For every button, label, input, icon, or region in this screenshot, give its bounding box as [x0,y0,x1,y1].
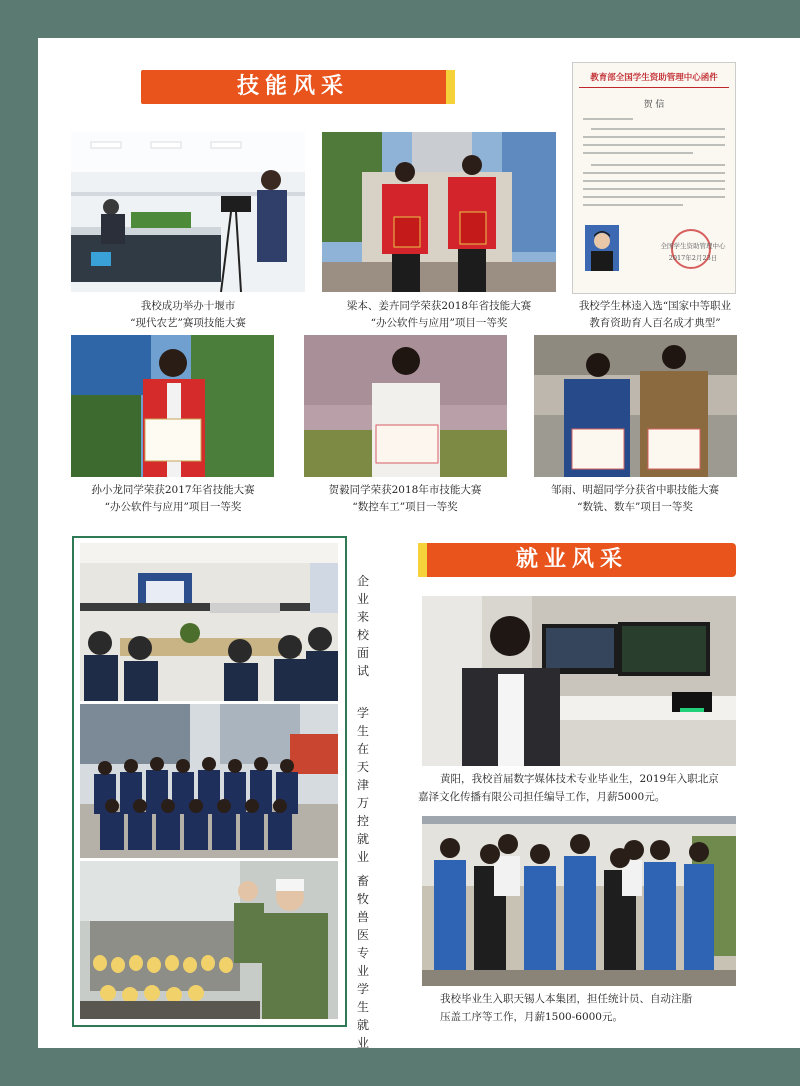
caption-line: 邹雨、明超同学分获省中职技能大赛 [551,484,719,496]
caption-line: 嘉泽文化传播有限公司担任编导工作，月薪5000元。 [418,791,666,803]
caption-line: “办公软件与应用”项目一等奖 [104,501,242,513]
caption-line: 梁本、姜卉同学荣获2018年省技能大赛 [346,300,532,312]
caption-line: 教育资助育人百名成才典型” [589,317,721,329]
caption-line: “数控车工”项目一等奖 [352,501,458,513]
caption-line: 我校学生林逵入选“国家中等职业 [578,300,732,312]
vlabel-tianjin: 学生在天津万控就业 [356,706,369,864]
caption-line: “办公软件与应用”项目一等奖 [370,317,508,329]
letter-body-lines [573,115,735,215]
photo-agri-competition [71,132,305,292]
jobs-banner [418,543,736,577]
letter-rule [579,87,729,88]
photo-he-yi [304,335,507,477]
letter-header: 教育部全国学生资助管理中心函件 [590,73,718,83]
banner-stripe [446,70,455,104]
caption-zou-ming [522,482,748,516]
photo-tianjin-group [80,704,338,858]
photo-zou-ming [534,335,737,477]
jobs-title: 就业风采 [516,547,629,572]
skills-title: 技能风采 [237,74,350,99]
caption-line: 孙小龙同学荣获2017年省技能大赛 [91,484,255,496]
caption-sun-xiaolong [62,482,284,516]
caption-tianxi [418,990,740,1026]
photo-sun-xiaolong [71,335,274,477]
caption-line: 黄阳，我校首届数字媒体技术专业毕业生，2019年入职北京 [440,773,719,785]
photo-huang-yang [422,596,736,766]
caption-line: 贺毅同学荣获2018年市技能大赛 [328,484,482,496]
photo-tianxi-group [422,816,736,986]
caption-office-2018 [312,298,566,332]
letter-certificate [572,62,736,294]
photo-office-award [322,132,556,292]
letter-date: 2017年2月23日 [668,254,718,262]
caption-line: 我校毕业生入职天锡人本集团，担任统计员、自动注脂 [440,993,692,1005]
caption-letter [560,298,750,332]
photo-interview [80,543,338,701]
letter-signature: 全国学生资助管理中心 [660,242,726,250]
photo-hatchery [80,861,338,1019]
letter-photo [585,225,619,271]
caption-line: “数铣、数车”项目一等奖 [577,501,693,513]
caption-line: “现代农艺”赛项技能大赛 [130,317,246,329]
banner-stripe [418,543,427,577]
caption-agri [66,298,310,332]
caption-line: 我校成功举办十堰市 [140,300,236,312]
vlabel-interview: 企业来校面试 [356,574,369,678]
letter-title: 贺 信 [643,100,665,110]
skills-banner [141,70,455,104]
vlabel-veterinary: 畜牧兽医专业学生就业 [356,874,369,1050]
caption-he-yi [294,482,516,516]
caption-huang-yang [418,770,740,806]
caption-line: 压盖工序等工作，月薪1500-6000元。 [440,1011,623,1023]
